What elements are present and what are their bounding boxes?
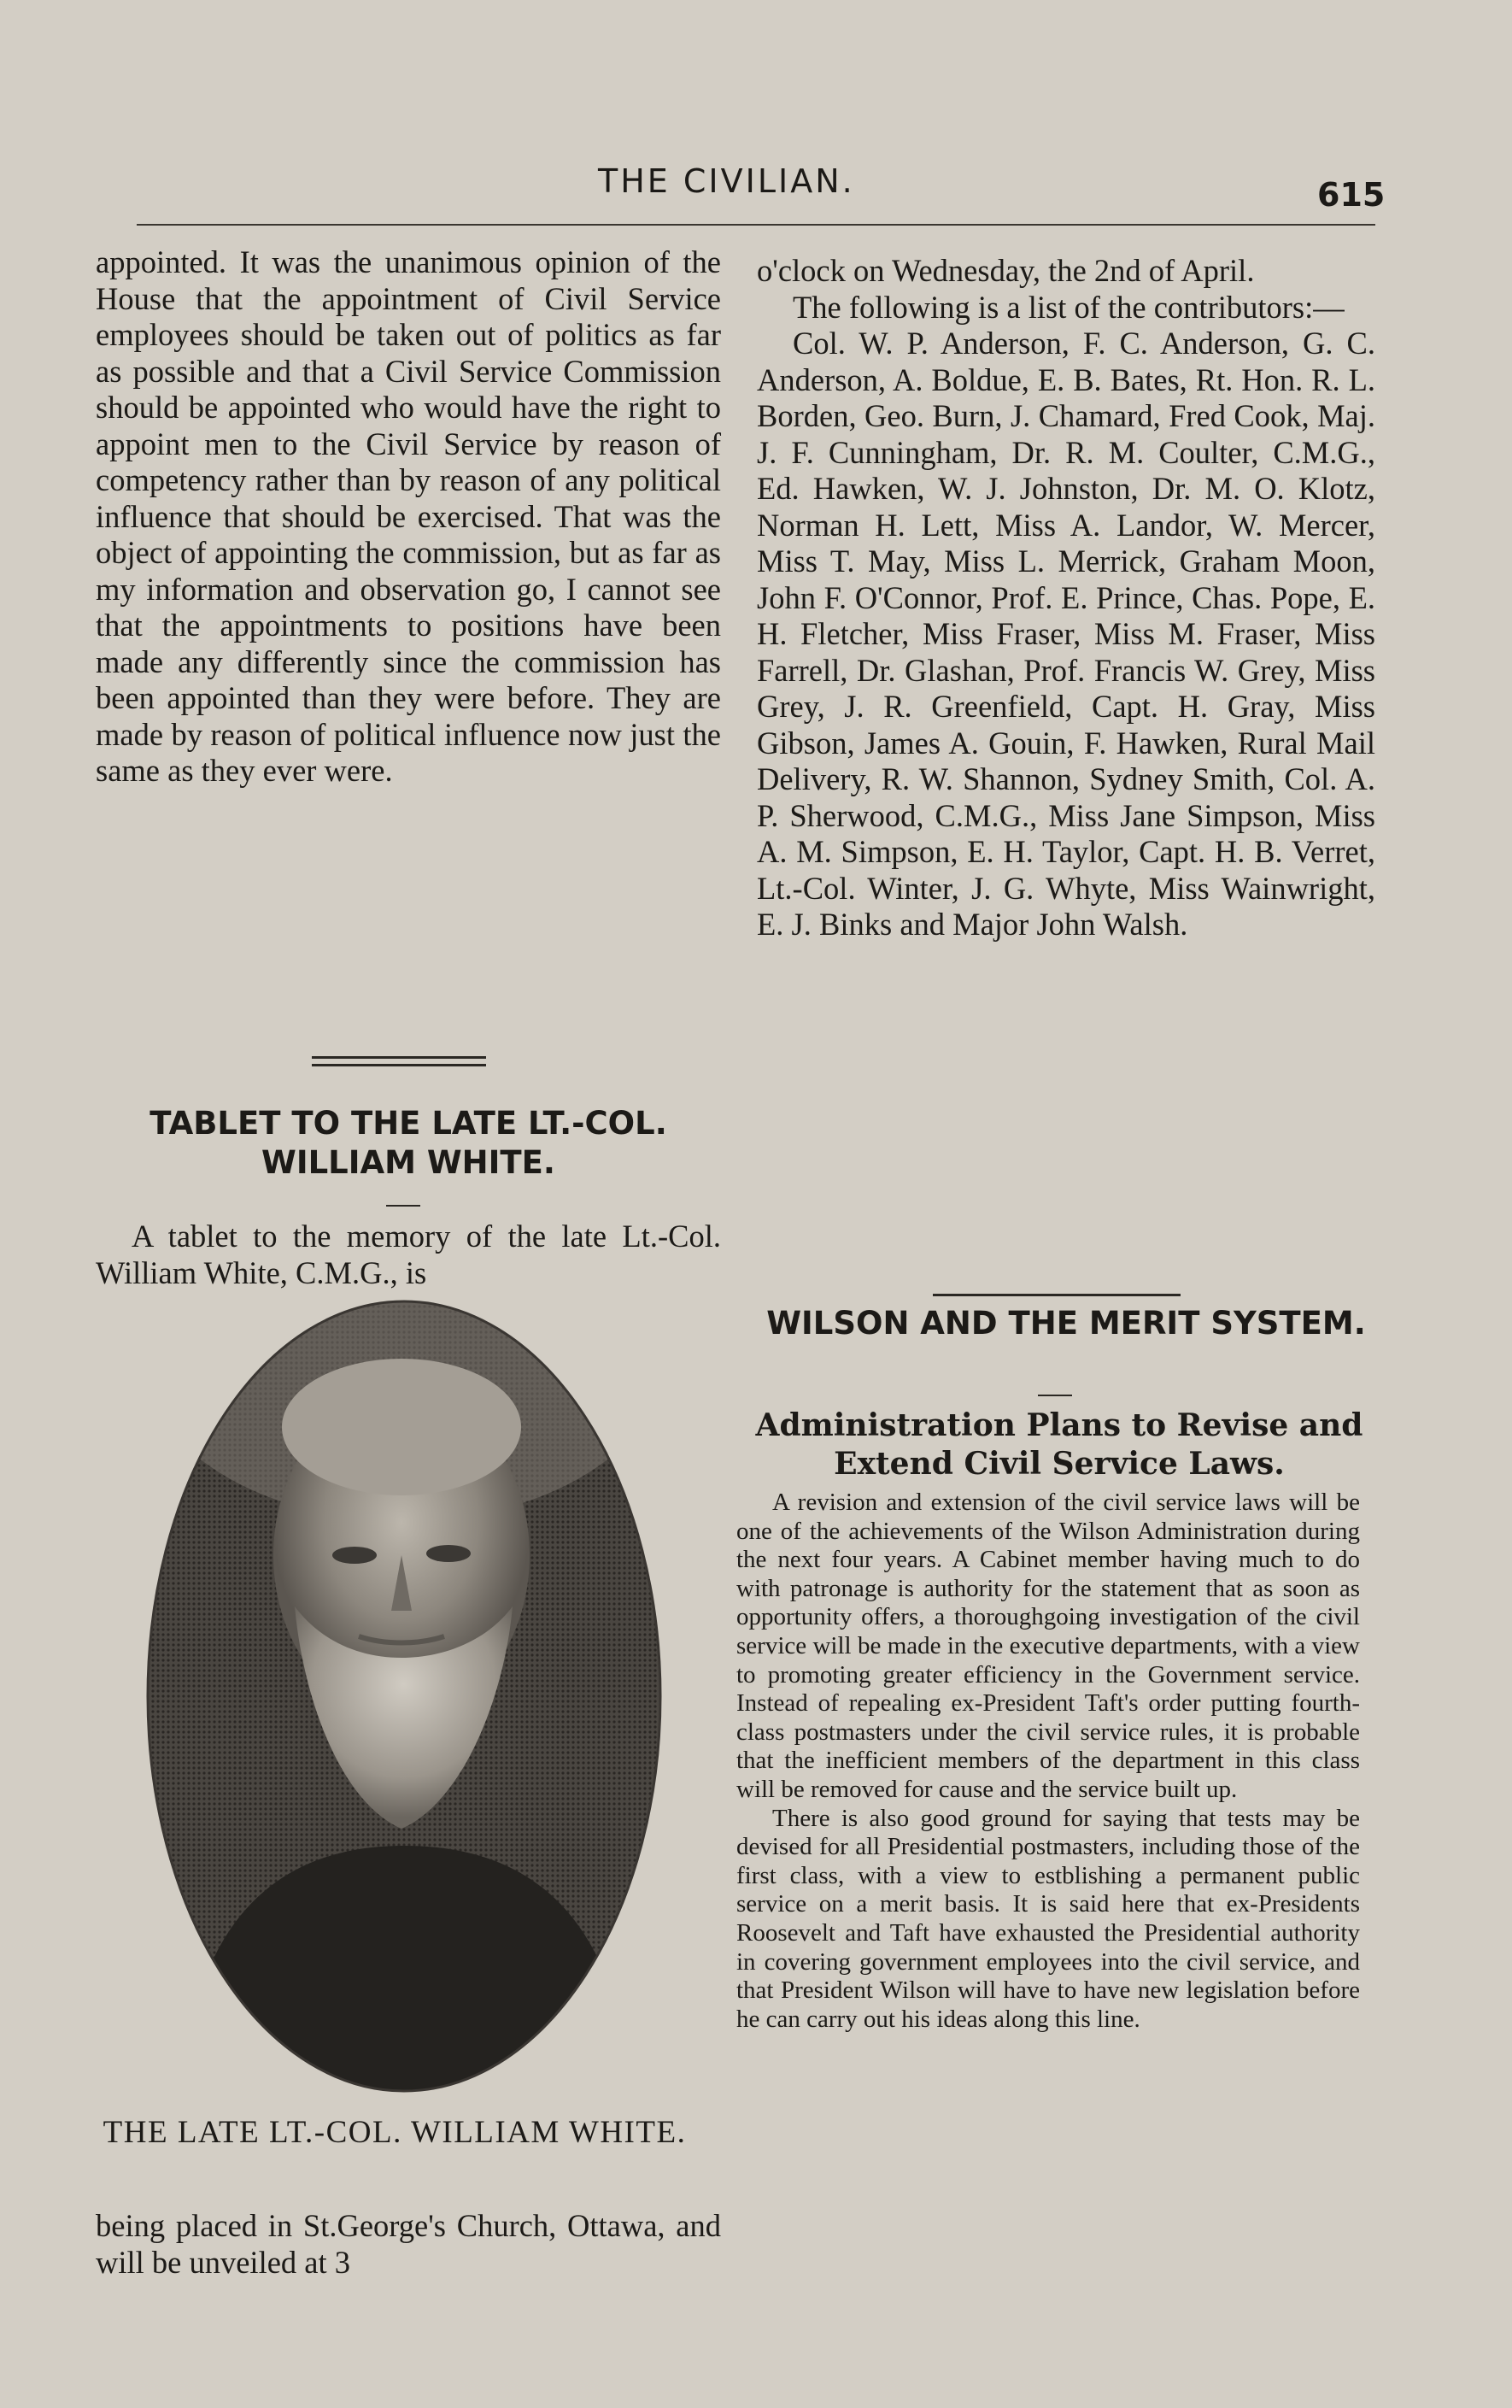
commission-paragraph: appointed. It was the unanimous opinion of the House that the appointment of Civil Service employees should be taken out of politics as far as possible and that a Civil Service Commission should be appointed who would have the right to appoint men to the Civil Service by reason of competency rather than by reason of any political influence that should be exercised. That was the object of appointing the commission, but as far as my information and observation go, I cannot see that the appointments to positions have been made any differently since the commission has been appointed than they were before. They are made by reason of political influence now just the same as they ever were. <box>96 244 721 788</box>
contributors-intro: The following is a list of the contributors:— <box>793 289 1345 325</box>
date-paragraph: o'clock on Wednesday, the 2nd of April. <box>757 253 1255 288</box>
tablet-paragraph-continued: being placed in St.George's Church, Ottawa, and will be unveiled at 3 <box>96 2208 721 2280</box>
left-column-text <box>96 244 721 790</box>
photo-caption: THE LATE LT.-COL. WILLIAM WHITE. <box>103 2115 687 2150</box>
tablet-paragraph-start <box>96 1219 721 1291</box>
wilson-article-body <box>736 1489 1360 2034</box>
wilson-heading: WILSON AND THE MERIT SYSTEM. <box>766 1305 1366 1342</box>
heading-dash <box>1038 1395 1072 1396</box>
header-rule <box>137 224 1375 226</box>
running-title: THE CIVILIAN. <box>598 162 855 200</box>
page-number: 615 <box>1317 176 1386 214</box>
heading-dash <box>386 1205 420 1207</box>
tablet-heading: TABLET TO THE LATE LT.-COL. WILLIAM WHITE. <box>149 1105 667 1181</box>
tablet-paragraph: A tablet to the memory of the late Lt.-Col. William White, C.M.G., is <box>96 1219 721 1290</box>
section-double-rule <box>312 1056 486 1066</box>
contributors-list: Col. W. P. Anderson, F. C. Anderson, G. C. Anderson, A. Boldue, E. B. Bates, Rt. Hon. R. L. Borden, Geo. Burn, J. Chamard, Fred Cook, Maj. J. F. Cunningham, Dr. R. M. Coulter, C.M.G., Ed. Hawken, W. J. Johnston, Dr. M. O. Klotz, Norman H. Lett, Miss A. Landor, W. Mercer, Miss T. May, Miss L. Merrick, Graham Moon, John F. O'Connor, Prof. E. Prince, Chas. Pope, E. H. Fletcher, Miss Fraser, Miss M. Fraser, Miss Farrell, Dr. Glashan, Prof. Francis W. Grey, Miss Grey, J. R. Greenfield, Capt. H. Gray, Miss Gibson, James A. Gouin, F. Hawken, Rural Mail Delivery, R. W. Shannon, Sydney Smith, Col. A. P. Sherwood, C.M.G., Miss Jane Simpson, Miss A. M. Simpson, E. H. Taylor, Capt. H. B. Verret, Lt.-Col. Winter, J. G. Whyte, Miss Wainwright, E. J. Binks and Major John Walsh. <box>757 326 1375 942</box>
section-rule <box>933 1294 1181 1296</box>
right-column-text <box>757 253 1375 943</box>
wilson-paragraph-2: There is also good ground for saying that tests may be devised for all Presidential postmasters, including those of the first class, with a view to estblishing a permanent public service on a merit basis. It is said here that ex-Presidents Roosevelt and Taft have exhausted the Presidential authority in covering government employees into the civil service, and that President Wilson will have to have new legislation before he can carry out his ideas along this line. <box>736 1804 1360 2033</box>
wilson-paragraph-1: A revision and extension of the civil service laws will be one of the achievements of the Wilson Administration during the next four years. A Cabinet member having much to do with patronage is authority for the statement that as soon as opportunity offers, a thoroughgoing investigation of the civil service will be made in the executive departments, with a view to promoting greater efficiency in the Government service. Instead of repealing ex-President Taft's order putting fourth-class postmasters under the civil service rules, it is probable that the inefficient members of the department in this class will be removed for cause and the service built up. <box>736 1489 1360 1803</box>
portrait-photo <box>145 1299 663 2094</box>
tablet-paragraph-end <box>96 2208 721 2281</box>
wilson-subheading: Administration Plans to Revise and Extend Civil Service Laws. <box>755 1407 1363 1482</box>
